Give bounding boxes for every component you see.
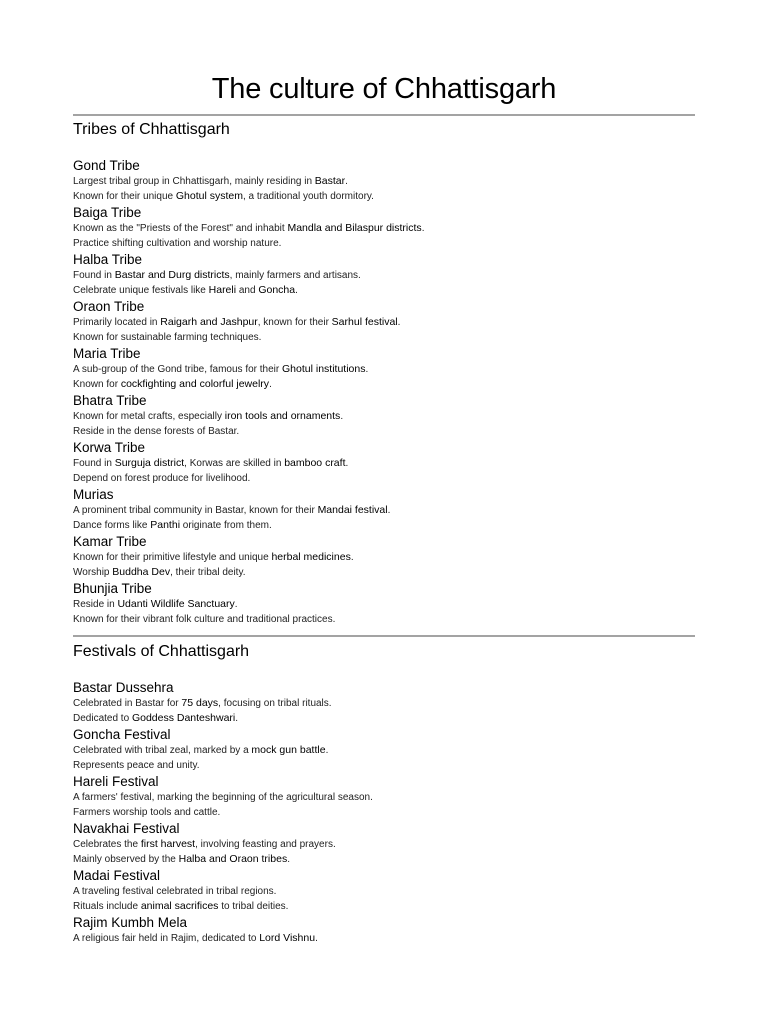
entry-heading: Baiga Tribe — [73, 205, 142, 220]
highlighted-term: Lord Vishnu — [259, 932, 316, 944]
entry-description-line — [73, 931, 695, 946]
entry — [73, 298, 695, 345]
entry — [73, 392, 695, 439]
highlighted-term: animal sacrifices — [140, 900, 219, 912]
entry-description-line — [73, 790, 695, 805]
entry — [73, 726, 695, 773]
entry-description-line — [73, 377, 695, 392]
entry-heading: Korwa Tribe — [73, 440, 146, 455]
entry-description-line — [73, 743, 695, 758]
text-segment: . — [345, 458, 349, 469]
highlighted-term: Mandai festival — [317, 504, 388, 516]
entry-description-line — [73, 456, 695, 471]
text-segment: . — [421, 223, 425, 234]
highlighted-term: herbal medicines — [271, 551, 351, 563]
entry-heading: Maria Tribe — [73, 346, 141, 361]
entry-heading: Bhatra Tribe — [73, 393, 147, 408]
text-segment: Mainly observed by the — [73, 854, 179, 865]
text-segment: , Korwas are skilled in — [184, 458, 285, 469]
text-segment: , known for their — [257, 317, 332, 328]
entry-heading: Bastar Dussehra — [73, 680, 174, 695]
text-segment: Known for — [73, 379, 121, 390]
text-segment: Primarily located in — [73, 317, 161, 328]
text-segment: . — [295, 285, 298, 296]
highlighted-term: Goncha — [258, 284, 296, 296]
section-divider — [73, 114, 695, 116]
text-segment: , focusing on tribal rituals. — [218, 698, 332, 709]
highlighted-term: iron tools and ornaments — [224, 410, 341, 422]
entry — [73, 251, 695, 298]
highlighted-term: bamboo craft — [284, 457, 346, 469]
text-segment: to tribal deities. — [218, 901, 289, 912]
text-segment: Known for their primitive lifestyle and unique — [73, 552, 272, 563]
text-segment: Celebrated in Bastar for — [73, 698, 182, 709]
entry-description-line — [73, 899, 695, 914]
text-segment: , mainly farmers and artisans. — [229, 270, 361, 281]
entry-description-line — [73, 315, 695, 330]
section-festivals — [73, 635, 695, 946]
entry-description-line — [73, 612, 695, 627]
highlighted-term: Bastar and Durg districts — [114, 269, 230, 281]
text-segment: Reside in the dense forests of Bastar. — [73, 426, 240, 437]
entry-description-line — [73, 221, 695, 236]
text-segment: Represents peace and unity. — [73, 760, 200, 771]
entry-description-line — [73, 409, 695, 424]
entry-heading: Madai Festival — [73, 868, 161, 883]
entry-description-line — [73, 268, 695, 283]
entry — [73, 345, 695, 392]
highlighted-term: mock gun battle — [251, 744, 326, 756]
highlighted-term: Sarhul festival — [331, 316, 398, 328]
entry-description-line — [73, 174, 695, 189]
document-title: The culture of Chhattisgarh — [211, 73, 557, 105]
text-segment: Known for their unique — [73, 191, 176, 202]
highlighted-term: 75 days — [181, 697, 219, 709]
section-tribes — [73, 114, 695, 627]
text-segment: Known for sustainable farming techniques. — [73, 332, 262, 343]
text-segment: Dance forms like — [73, 520, 151, 531]
text-segment: . — [234, 599, 238, 610]
entry — [73, 486, 695, 533]
entry-description-line — [73, 503, 695, 518]
entry-description-line — [73, 884, 695, 899]
entry — [73, 204, 695, 251]
text-segment: A religious fair held in Rajim, dedicated to — [73, 933, 260, 944]
highlighted-term: Raigarh and Jashpur — [160, 316, 258, 328]
text-segment: A prominent tribal community in Bastar, known for their — [73, 505, 318, 516]
section-divider — [73, 635, 695, 637]
text-segment: . — [315, 933, 318, 944]
highlighted-term: Panthi — [150, 519, 181, 531]
entry-description-line — [73, 189, 695, 204]
section-heading: Festivals of Chhattisgarh — [73, 643, 250, 660]
entry — [73, 867, 695, 914]
highlighted-term: first harvest — [140, 838, 196, 850]
highlighted-term: Bastar — [314, 175, 346, 187]
entry-description-line — [73, 283, 695, 298]
text-segment: Celebrates the — [73, 839, 141, 850]
text-segment: , a traditional youth dormitory. — [242, 191, 374, 202]
text-segment: , involving feasting and prayers. — [195, 839, 336, 850]
text-segment: . — [345, 176, 348, 187]
text-segment: . — [387, 505, 391, 516]
entry-heading: Bhunjia Tribe — [73, 581, 152, 596]
entry-heading: Murias — [73, 487, 114, 502]
text-segment: . — [365, 364, 369, 375]
text-segment: Celebrate unique festivals like — [73, 285, 209, 296]
highlighted-term: Mandla and Bilaspur districts — [287, 222, 422, 234]
text-segment: Found in — [73, 458, 115, 469]
highlighted-term: Hareli — [208, 284, 237, 296]
entry-description-line — [73, 362, 695, 377]
text-segment: Depend on forest produce for livelihood. — [73, 473, 251, 484]
text-segment: . — [397, 317, 401, 328]
entry-heading: Hareli Festival — [73, 774, 159, 789]
entry-description-line — [73, 852, 695, 867]
text-segment: . — [350, 552, 354, 563]
text-segment: , their tribal deity. — [170, 567, 246, 578]
text-segment: Dedicated to — [73, 713, 132, 724]
text-segment: Largest tribal group in Chhattisgarh, mainly residing in — [73, 176, 315, 187]
entry-description-line — [73, 711, 695, 726]
entry-description-line — [73, 805, 695, 820]
text-segment: Known for metal crafts, especially — [73, 411, 225, 422]
entry-description-line — [73, 565, 695, 580]
text-segment: originate from them. — [180, 520, 272, 531]
text-segment: . — [235, 713, 239, 724]
text-segment: Found in — [73, 270, 115, 281]
text-segment: Celebrated with tribal zeal, marked by a — [73, 745, 252, 756]
entry — [73, 439, 695, 486]
text-segment: Farmers worship tools and cattle. — [73, 807, 221, 818]
entry — [73, 157, 695, 204]
section-heading: Tribes of Chhattisgarh — [73, 121, 230, 138]
entry — [73, 914, 695, 946]
document-page — [73, 70, 695, 946]
entry-description-line — [73, 424, 695, 439]
text-segment: Reside in — [73, 599, 118, 610]
text-segment: Rituals include — [73, 901, 141, 912]
entry-heading: Kamar Tribe — [73, 534, 147, 549]
entry-description-line — [73, 550, 695, 565]
text-segment: . — [325, 745, 329, 756]
entry-description-line — [73, 597, 695, 612]
entry — [73, 580, 695, 627]
text-segment: Known for their vibrant folk culture and traditional practices. — [73, 614, 336, 625]
highlighted-term: Ghotul institutions — [282, 363, 366, 375]
highlighted-term: Buddha Dev — [112, 566, 171, 578]
text-segment: Worship — [73, 567, 113, 578]
entry-heading: Goncha Festival — [73, 727, 171, 742]
entry — [73, 533, 695, 580]
text-segment: A traveling festival celebrated in tribal regions. — [73, 886, 277, 897]
highlighted-term: Halba and Oraon tribes — [178, 853, 288, 865]
entry-heading: Halba Tribe — [73, 252, 143, 267]
entry-heading: Gond Tribe — [73, 158, 140, 173]
text-segment: . — [340, 411, 344, 422]
entry-description-line — [73, 837, 695, 852]
highlighted-term: Ghotul system — [175, 190, 243, 202]
entry-heading: Navakhai Festival — [73, 821, 180, 836]
text-segment: A sub-group of the Gond tribe, famous for their — [73, 364, 283, 375]
entry-description-line — [73, 518, 695, 533]
document-body — [73, 114, 695, 946]
highlighted-term: Udanti Wildlife Sanctuary — [117, 598, 235, 610]
entry — [73, 820, 695, 867]
text-segment: Practice shifting cultivation and worship nature. — [73, 238, 282, 249]
entry-description-line — [73, 330, 695, 345]
text-segment: and — [236, 285, 259, 296]
entry-description-line — [73, 758, 695, 773]
entry — [73, 773, 695, 820]
text-segment: A farmers' festival, marking the beginning of the agricultural season. — [73, 792, 373, 803]
entry — [73, 679, 695, 726]
text-segment: . — [287, 854, 290, 865]
entry-heading: Rajim Kumbh Mela — [73, 915, 188, 930]
entry-description-line — [73, 696, 695, 711]
text-segment: Known as the "Priests of the Forest" and inhabit — [73, 223, 288, 234]
text-segment: . — [269, 379, 272, 390]
entry-description-line — [73, 471, 695, 486]
highlighted-term: Surguja district — [114, 457, 185, 469]
highlighted-term: Goddess Danteshwari — [131, 712, 236, 724]
highlighted-term: cockfighting and colorful jewelry — [120, 378, 270, 390]
entry-description-line — [73, 236, 695, 251]
entry-heading: Oraon Tribe — [73, 299, 145, 314]
